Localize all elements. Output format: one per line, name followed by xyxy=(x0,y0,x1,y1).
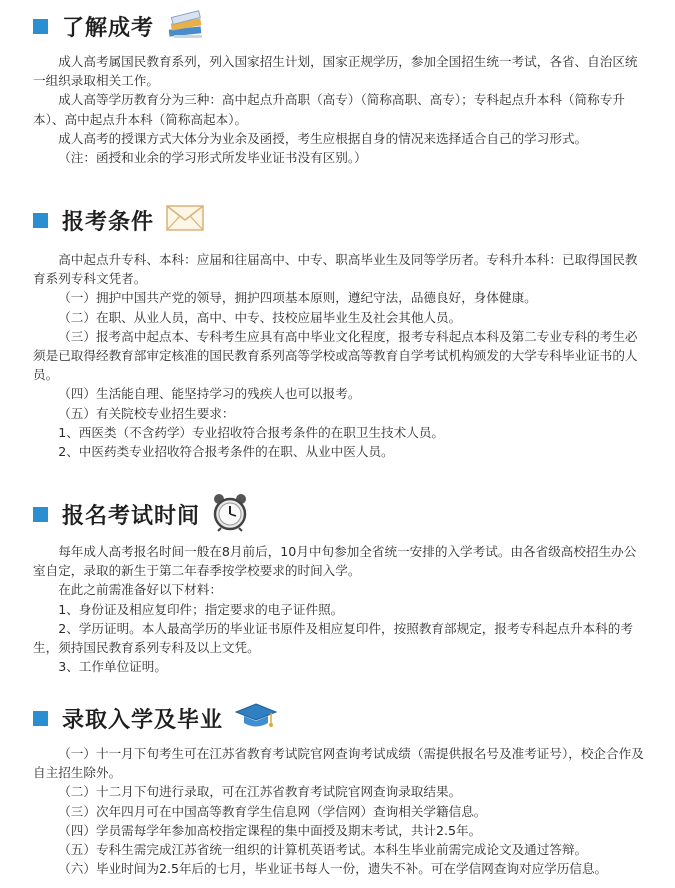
paragraph: 成人高考的授课方式大体分为业余及函授，考生应根据自身的情况来选择适合自己的学习形式。 xyxy=(58,130,588,146)
paragraph: 1、西医类（不含药学）专业招收符合报考条件的在职卫生技术人员。 xyxy=(58,424,445,440)
bullet-square-icon xyxy=(33,507,48,522)
paragraph: （五）有关院校专业招生要求： xyxy=(58,405,235,421)
section-title: 录取入学及毕业 xyxy=(62,707,224,733)
paragraph: （三）报考高中起点本、专科考生应具有高中毕业文化程度，报考专科起点本科及第二专业专科的考生必须是已取得经教育部审定核准的国民教育系列高等学校或高等教育自学考试机构颁发的大学专科毕业证书的人员。 xyxy=(33,328,638,383)
paragraph: （五）专科生需完成江苏省统一组织的计算机英语考试。本科生毕业前需完成论文及通过答辩。 xyxy=(58,842,588,858)
paragraph: 成人高考属国民教育系列，列入国家招生计划，国家正规学历，参加全国招生统一考试，各省、自治区统一组织录取相关工作。 xyxy=(33,54,638,89)
bullet-square-icon xyxy=(33,19,48,34)
section-body xyxy=(0,542,675,676)
section-heading xyxy=(0,8,675,44)
paragraph: （四）生活能自理、能坚持学习的残疾人也可以报考。 xyxy=(58,386,361,402)
paragraph: 2、学历证明。本人最高学历的毕业证书原件及相应复印件，按照教育部规定，报考专科起点升本科的考生，须持国民教育系列专科及以上文凭。 xyxy=(33,620,633,656)
alarm-clock-icon xyxy=(212,492,248,536)
section-registration-time xyxy=(0,492,675,676)
section-body xyxy=(0,744,675,878)
paragraph: （六）毕业时间为2.5年后的七月，毕业证书每人一份，遗失不补。可在学信网查询对应学历信息。 xyxy=(58,861,608,877)
section-heading xyxy=(0,492,675,536)
books-icon xyxy=(166,8,206,44)
section-title: 报考条件 xyxy=(62,209,155,235)
paragraph: 在此之前需准备好以下材料： xyxy=(58,582,222,598)
paragraph: （二）十二月下旬进行录取，可在江苏省教育考试院官网查询录取结果。 xyxy=(58,784,462,800)
paragraph: 成人高等学历教育分为三种：高中起点升高职（高专）（简称高职、高专）；专科起点升本科（简称专升本）、高中起点升本科（简称高起本）。 xyxy=(33,92,625,127)
section-title: 报名考试时间 xyxy=(62,503,201,529)
paragraph: 每年成人高考报名时间一般在8月前后，10月中旬参加全省统一安排的入学考试。由各省级高校招生办公室自定，录取的新生于第二年春季按学校要求的时间入学。 xyxy=(33,544,637,579)
paragraph: （三）次年四月可在中国高等教育学生信息网（学信网）查询相关学籍信息。 xyxy=(58,803,487,819)
envelope-icon xyxy=(166,205,204,235)
section-admission-graduation xyxy=(0,700,675,878)
paragraph: （一）拥护中国共产党的领导，拥护四项基本原则，遵纪守法，品德良好，身体健康。 xyxy=(58,290,537,306)
paragraph: （一）十一月下旬考生可在江苏省教育考试院官网查询考试成绩（需提供报名号及准考证号），校企合作及自主招生除外。 xyxy=(33,746,644,781)
paragraph: 3、工作单位证明。 xyxy=(58,659,167,675)
bullet-square-icon xyxy=(33,711,48,726)
section-heading xyxy=(0,700,675,736)
paragraph: （二）在职、从业人员，高中、中专、技校应届毕业生及社会其他人员。 xyxy=(58,309,462,325)
paragraph: 2、中医药类专业招收符合报考条件的在职、从业中医人员。 xyxy=(58,444,394,460)
paragraph: （四）学员需每学年参加高校指定课程的集中面授及期末考试，共计2.5年。 xyxy=(58,822,482,838)
section-requirements xyxy=(0,202,675,461)
paragraph: 高中起点升专科、本科：应届和往届高中、中专、职高毕业生及同等学历者。专科升本科：已取得国民教育系列专科文凭者。 xyxy=(33,252,638,287)
paragraph: （注：函授和业余的学习形式所发毕业证书没有区别。） xyxy=(58,150,367,166)
section-title: 了解成考 xyxy=(62,15,155,41)
graduation-cap-icon xyxy=(235,702,277,734)
section-body xyxy=(0,250,675,461)
paragraph: 1、身份证及相应复印件；指定要求的电子证件照。 xyxy=(58,601,344,617)
section-about xyxy=(0,8,675,167)
section-heading xyxy=(0,202,675,238)
bullet-square-icon xyxy=(33,213,48,228)
section-body xyxy=(0,52,675,167)
